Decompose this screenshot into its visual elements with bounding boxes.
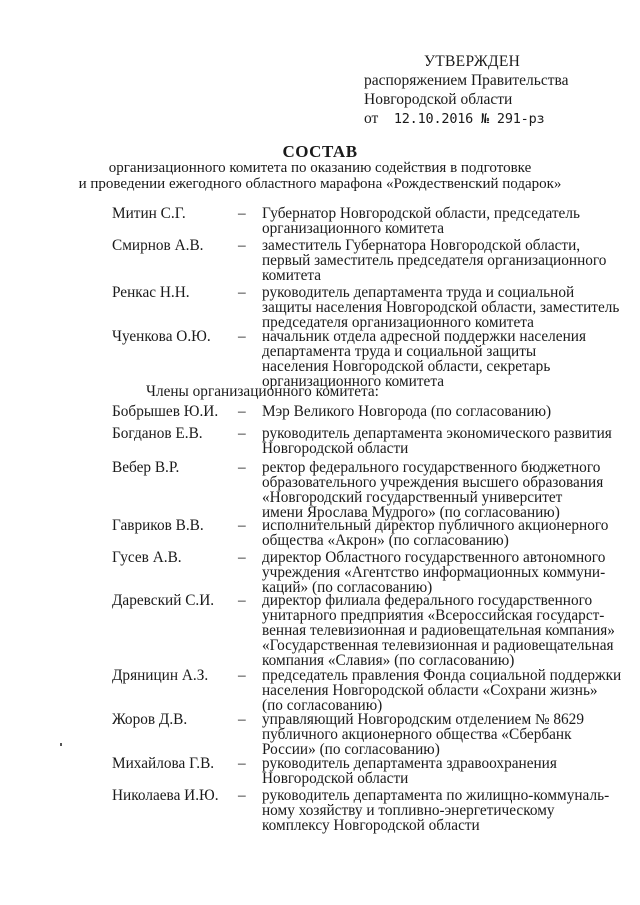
position-line: директор филиала федерального государственного	[262, 592, 593, 609]
member-position	[262, 329, 622, 389]
member-position	[262, 756, 622, 786]
member-position	[262, 550, 622, 595]
position-line: учреждения «Агентство информационных коммуни-	[262, 564, 606, 581]
position-line: венная телевизионная и радиовещательная компания»	[262, 622, 615, 639]
position-line: председателя организационного комитета	[262, 314, 534, 331]
position-line: организационного комитета	[262, 373, 444, 390]
member-name: Ренкас Н.Н.	[112, 284, 190, 301]
dash-separator: –	[238, 592, 246, 609]
member-position	[262, 668, 622, 713]
position-line: образовательного учреждения высшего образования	[262, 474, 604, 491]
position-line: ному хозяйству и топливно-энергетическому	[262, 802, 555, 819]
position-line: комитета	[262, 267, 322, 284]
member-position	[262, 426, 622, 456]
dash-separator: –	[238, 755, 246, 772]
dash-separator: –	[238, 517, 246, 534]
member-name: Митин С.Г.	[112, 205, 186, 222]
position-line: населения Новгородской области «Сохрани жизнь»	[262, 682, 598, 699]
position-line: департамента труда и социальной защиты	[262, 343, 537, 360]
position-line: заместитель Губернатора Новгородской области,	[262, 237, 581, 254]
member-name: Дряницин А.З.	[112, 667, 209, 684]
position-line: руководитель департамента экономического развития	[262, 425, 612, 442]
approval-line-2: Новгородской области	[364, 91, 513, 108]
member-name: Вебер В.Р.	[112, 459, 180, 476]
approval-heading: УТВЕРЖДЕН	[424, 53, 521, 70]
dash-separator: –	[238, 787, 246, 804]
position-line: Губернатор Новгородской области, председатель	[262, 205, 580, 222]
position-line: публичного акционерного общества «Сбербанк	[262, 726, 572, 743]
member-name: Богданов Е.В.	[112, 425, 203, 442]
members-section-label: Члены организационного комитета:	[146, 383, 379, 400]
document-title: СОСТАВ	[282, 142, 358, 161]
dash-separator: –	[238, 425, 246, 442]
member-position	[262, 206, 622, 236]
position-line: директор Областного государственного автономного	[262, 549, 606, 566]
position-line: руководитель департамента труда и социальной	[262, 284, 575, 301]
position-line: Новгородской области	[262, 440, 409, 457]
position-line: управляющий Новгородским отделением № 8629	[262, 711, 584, 728]
position-line: населения Новгородской области, секретарь	[262, 358, 551, 375]
position-line: России» (по согласованию)	[262, 741, 440, 758]
position-line: председатель правления Фонда социальной поддержки	[262, 667, 622, 684]
member-name: Николаева И.Ю.	[112, 787, 219, 804]
member-name: Гавриков В.В.	[112, 517, 204, 534]
member-position	[262, 518, 622, 548]
position-line: (по согласованию)	[262, 697, 383, 714]
approval-date-prefix: от	[364, 110, 379, 127]
dash-separator: –	[238, 459, 246, 476]
position-line: ректор федерального государственного бюджетного	[262, 459, 601, 476]
member-position	[262, 593, 622, 668]
approval-line-1: распоряжением Правительства	[364, 72, 569, 89]
position-line: унитарного предприятия «Всероссийская государст-	[262, 607, 605, 624]
dash-separator: –	[238, 403, 246, 420]
position-line: общества «Акрон» (по согласованию)	[262, 532, 509, 549]
dash-separator: –	[238, 328, 246, 345]
position-line: «Государственная телевизионная и радиовещательная	[262, 637, 614, 654]
member-name: Жоров Д.В.	[112, 711, 188, 728]
position-line: «Новгородский государственный университет	[262, 489, 563, 506]
approval-date	[364, 109, 624, 129]
member-position	[262, 460, 622, 520]
position-line: имени Ярослава Мудрого» (по согласованию)	[262, 504, 560, 521]
member-position	[262, 788, 622, 833]
position-line: каций» (по согласованию)	[262, 579, 433, 596]
dash-separator: –	[238, 711, 246, 728]
approval-stamp	[364, 52, 624, 129]
dash-separator: –	[238, 205, 246, 222]
dash-separator: –	[238, 284, 246, 301]
member-name: Гусев А.В.	[112, 549, 182, 566]
position-line: Новгородской области	[262, 770, 409, 787]
position-line: организационного комитета	[262, 220, 444, 237]
dash-separator: –	[238, 549, 246, 566]
position-line: исполнительный директор публичного акционерного	[262, 517, 609, 534]
document-subtitle	[0, 160, 640, 192]
position-line: руководитель департамента по жилищно-коммуналь-	[262, 787, 610, 804]
member-position	[262, 404, 622, 419]
dash-separator: –	[238, 237, 246, 254]
member-name: Даревский С.И.	[112, 592, 215, 609]
position-line: руководитель департамента здравоохранения	[262, 755, 557, 772]
member-position	[262, 238, 622, 283]
member-position	[262, 285, 622, 330]
member-name: Михайлова Г.В.	[112, 755, 215, 772]
scan-speck	[60, 743, 62, 746]
subtitle-line: и проведении ежегодного областного марафона «Рождественский подарок»	[78, 176, 562, 192]
member-position	[262, 712, 622, 757]
member-name: Чуенкова О.Ю.	[112, 328, 211, 345]
subtitle-line: организационного комитета по оказанию содействия в подготовке	[108, 160, 532, 176]
member-name: Смирнов А.В.	[112, 237, 204, 254]
position-line: компания «Славия» (по согласованию)	[262, 652, 515, 669]
position-line: первый заместитель председателя организационного	[262, 252, 607, 269]
position-line: защиты населения Новгородской области, заместитель	[262, 299, 620, 316]
position-line: начальник отдела адресной поддержки населения	[262, 328, 586, 345]
member-name: Бобрышев Ю.И.	[112, 403, 219, 420]
approval-date-value: 12.10.2016 № 291-рз	[393, 111, 545, 127]
position-line: комплексу Новгородской области	[262, 817, 480, 834]
dash-separator: –	[238, 667, 246, 684]
position-line: Мэр Великого Новгорода (по согласованию)	[262, 403, 552, 420]
